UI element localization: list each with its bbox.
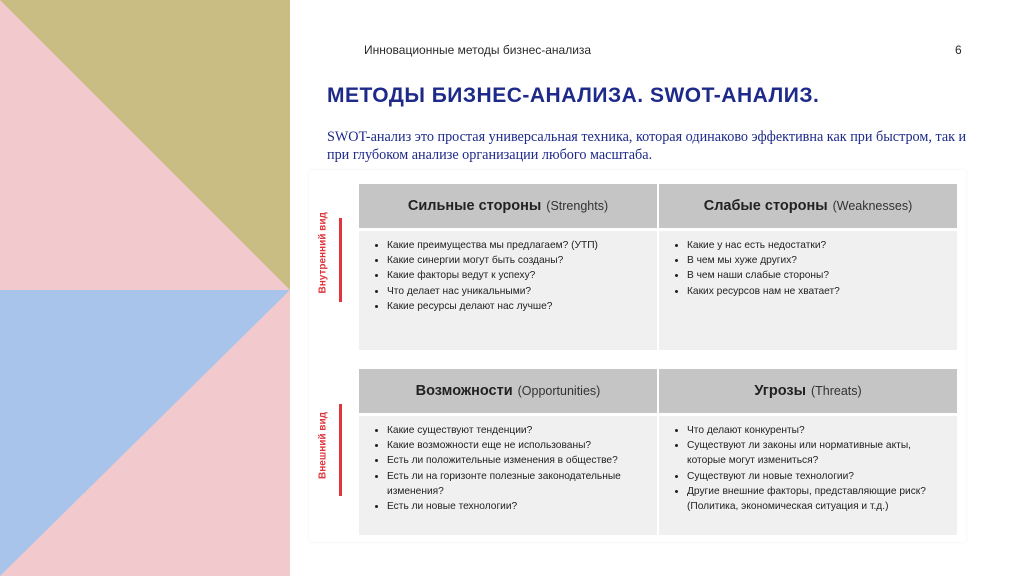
side-label-external: Внешний вид — [317, 412, 329, 479]
list-item: • Существуют ли новые технологии? — [687, 469, 947, 484]
side-label-internal: Внутренний вид — [317, 212, 329, 294]
list-item: • Другие внешние факторы, представляющие риск? (Политика, экономическая ситуация и т.д.) — [687, 484, 947, 514]
quadrant-title-en: (Threats) — [810, 384, 862, 398]
list-item: • Какие возможности еще не использованы? — [387, 438, 647, 453]
quadrant-title-en: (Opportunities) — [517, 384, 601, 398]
side-bar-external — [339, 404, 342, 496]
list-item: • Какие существуют тенденции? — [387, 423, 647, 438]
quadrant-title: Возможности — [415, 383, 513, 399]
quadrant-header-opportunities — [359, 369, 657, 413]
presentation-subtitle: Инновационные методы бизнес-анализа — [364, 43, 592, 57]
list-item: • Есть ли новые технологии? — [387, 499, 647, 514]
quadrant-title-en: (Strenghts) — [546, 199, 609, 213]
quadrant-list — [373, 238, 647, 314]
list-item: • Какие факторы ведут к успеху? — [387, 268, 647, 283]
quadrant-body-threats — [659, 416, 957, 535]
page-number: 6 — [955, 43, 962, 57]
quadrant-header-threats — [659, 369, 957, 413]
quadrant-title: Сильные стороны — [407, 198, 542, 214]
list-item: • Какие ресурсы делают нас лучше? — [387, 299, 647, 314]
quadrant-body-strengths — [359, 231, 657, 350]
decorative-triangles — [0, 0, 290, 576]
list-item: • Есть ли на горизонте полезные законодательные изменения? — [387, 469, 647, 499]
list-item: • Что делает нас уникальными? — [387, 284, 647, 299]
swot-matrix — [309, 170, 966, 542]
list-item: • Что делают конкуренты? — [687, 423, 947, 438]
side-bar-internal — [339, 218, 342, 302]
list-item: • В чем наши слабые стороны? — [687, 268, 947, 283]
list-item: • Какие синергии могут быть созданы? — [387, 253, 647, 268]
quadrant-list — [373, 423, 647, 514]
quadrant-list — [673, 238, 947, 299]
quadrant-list — [673, 423, 947, 514]
quadrant-body-weaknesses — [659, 231, 957, 350]
quadrant-title-en: (Weaknesses) — [832, 199, 913, 213]
intro-paragraph: SWOT-анализ это простая универсальная техника, которая одинаково эффективна как при быстром, так и при глубоком анализе организации любого масштаба. — [327, 129, 967, 163]
list-item: • Существуют ли законы или нормативные акты, которые могут измениться? — [687, 438, 947, 468]
quadrant-header-strengths — [359, 184, 657, 228]
slide-title: МЕТОДЫ БИЗНЕС-АНАЛИЗА. SWOT-АНАЛИЗ. — [327, 84, 820, 107]
quadrant-title: Угрозы — [754, 383, 806, 399]
list-item: • В чем мы хуже других? — [687, 253, 947, 268]
list-item: • Какие преимущества мы предлагаем? (УТП) — [387, 238, 647, 253]
quadrant-header-weaknesses — [659, 184, 957, 228]
list-item: • Какие у нас есть недостатки? — [687, 238, 947, 253]
list-item: • Есть ли положительные изменения в обществе? — [387, 453, 647, 468]
list-item: • Каких ресурсов нам не хватает? — [687, 284, 947, 299]
quadrant-body-opportunities — [359, 416, 657, 535]
quadrant-title: Слабые стороны — [703, 198, 828, 214]
